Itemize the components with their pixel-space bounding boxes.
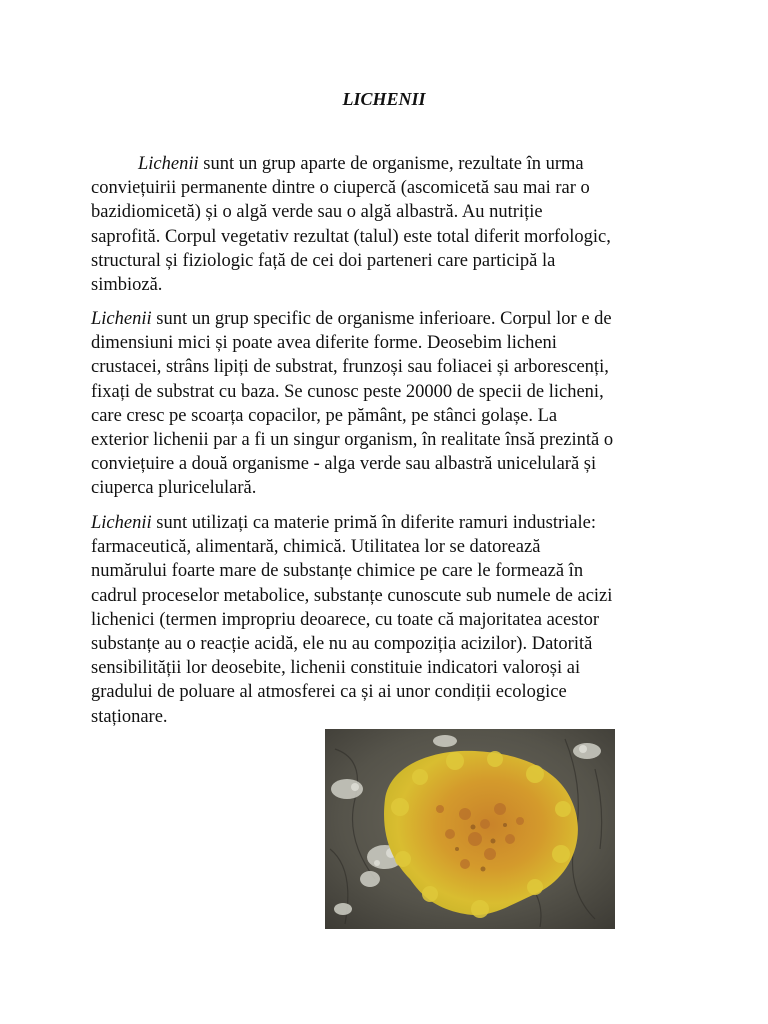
paragraph-line: lichenici (termen impropriu deoarece, cu toate că majoritatea acestor [91, 609, 599, 630]
paragraph-1 [91, 152, 691, 297]
paragraph-line: farmaceutică, alimentară, chimică. Utilitatea lor se datorează [91, 537, 541, 558]
paragraph-line: ciuperca pluricelulară. [91, 478, 257, 499]
lead-term: Lichenii [138, 154, 199, 174]
paragraph-line: conviețuire a două organisme - alga verde sau albastră unicelulară și [91, 454, 597, 475]
paragraph-line: gradului de poluare al atmosferei ca și ai unor condiții ecologice [91, 682, 567, 703]
paragraph-line: Lichenii sunt un grup aparte de organisme, rezultate în urma [138, 154, 584, 174]
paragraph-line: care cresc pe scoarța copacilor, pe pământ, pe stânci golașe. La [91, 405, 558, 426]
paragraph-line: saprofită. Corpul vegetativ rezultat (talul) este total diferit morfologic, [91, 226, 611, 247]
paragraph-line: substanțe au o reacție acidă, ele nu au compoziția acizilor). Datorită [91, 634, 593, 655]
paragraph-line: structural și fiziologic față de cei doi parteneri care participă la [91, 250, 556, 271]
paragraph-line: sensibilității lor deosebite, lichenii constituie indicatori valoroși ai [91, 658, 581, 679]
paragraph-line: staționare. [91, 706, 168, 727]
paragraph-line: fixați de substrat cu baza. Se cunosc peste 20000 de specii de licheni, [91, 381, 604, 402]
paragraph-line: Lichenii sunt un grup specific de organisme inferioare. Corpul lor e de [91, 309, 612, 329]
paragraph-3 [91, 511, 691, 729]
paragraph-line: numărului foarte mare de substanțe chimice pe care le formează în [91, 561, 584, 582]
lichen-photo [325, 729, 615, 929]
page-title: LICHENII [342, 89, 426, 109]
lead-term: Lichenii [91, 513, 152, 533]
lead-term: Lichenii [91, 309, 152, 329]
paragraph-line: bazidiomicetă) și o algă verde sau o algă albastră. Au nutriție [91, 202, 543, 223]
paragraph-line: conviețuirii permanente dintre o ciupercă (ascomicetă sau mai rar o [91, 178, 590, 199]
paragraph-line: exterior lichenii par a fi un singur organism, în realitate însă prezintă o [91, 430, 614, 451]
paragraph-line: simbioză. [91, 275, 163, 296]
paragraph-line: dimensiuni mici și poate avea diferite forme. Deosebim licheni [91, 333, 557, 354]
paragraph-2 [91, 307, 691, 501]
paragraph-line: Lichenii sunt utilizați ca materie primă în diferite ramuri industriale: [91, 513, 597, 533]
paragraph-line: cadrul proceselor metabolice, substanțe cunoscute sub numele de acizi [91, 585, 613, 606]
paragraph-line: crustacei, strâns lipiți de substrat, frunzoși sau foliacei și arborescenți, [91, 357, 609, 378]
